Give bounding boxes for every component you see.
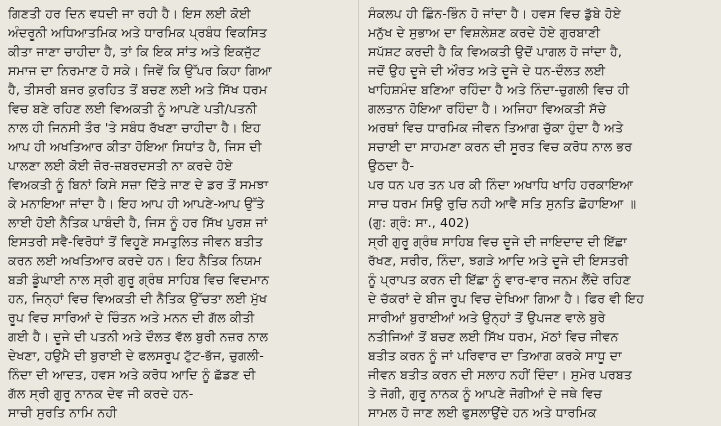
right-column-text-line: ਸਾਰੀਆਂ ਬੁਰਾਈਆਂ ਅਤੇ ਉਨ੍ਹਾਂ ਤੋਂ ਉਪਜਣ ਵਾਲੇ ਬੁਰੇ [368,310,606,325]
left-text-column [8,4,351,426]
left-column-text-line: ਵਿਚ ਬਣੇ ਰਹਿਣ ਲਈ ਵਿਅਕਤੀ ਨੂੰ ਆਪਣੇ ਪਤੀ/ਪਤਨੀ [8,101,257,116]
left-column-text-line: ਗਿਣਤੀ ਹਰ ਦਿਨ ਵਧਦੀ ਜਾ ਰਹੀ ਹੈ। ਇਸ ਲਈ ਕੋਈ [8,6,251,21]
left-column-text-line: ਵਿਅਕਤੀ ਨੂੰ ਬਿਨਾਂ ਕਿਸੇ ਸਜ਼ਾ ਦਿੱਤੇ ਜਾਣ ਦੇ ਡਰ ਤੋਂ ਸਮਝਾ [8,177,269,192]
right-column-text-line: ਗਲਤਾਨ ਹੋਇਆ ਰਹਿੰਦਾ ਹੈ। ਅਜਿਹਾ ਵਿਅਕਤੀ ਸੱਚੇ [368,101,607,116]
right-column-text-line: ਪਰ ਧਨ ਪਰ ਤਨ ਪਰ ਕੀ ਨਿੰਦਾ ਅਖਾਧਿ ਖਾਹਿ ਹਰਕਾਇਆ [368,177,634,192]
right-column-text-line: ਨਤੀਜਿਆਂ ਤੋਂ ਬਚਣ ਲਈ ਸਿੱਖ ਧਰਮ, ਮੱਠਾਂ ਵਿਚ ਜੀਵਨ [368,329,619,344]
right-column-text-line: ਮਨੁੱਖ ਦੇ ਸੁਭਾਅ ਦਾ ਵਿਸ਼ਲੇਸ਼ਣ ਕਰਦੇ ਹੋਏ ਗੁਰਬਾਣੀ [368,25,601,40]
right-column-text-line: ਜੀਵਨ ਬਤੀਤ ਕਰਨ ਦੀ ਸਲਾਹ ਨਹੀਂ ਦਿੰਦਾ। ਸੁਮੇਰ ਪਰਬਤ [368,367,633,382]
right-column-text-line: ਸਪੱਸ਼ਟ ਕਰਦੀ ਹੈ ਕਿ ਵਿਅਕਤੀ ਉਦੋਂ ਪਾਗਲ ਹੋ ਜਾਂਦਾ ਹੈ, [368,44,622,59]
right-column-text-line: ਦੇ ਚੱਕਰਾਂ ਦੇ ਬੀਜ ਰੂਪ ਵਿਚ ਦੇਖਿਆ ਗਿਆ ਹੈ। ਫਿਰ ਵੀ ਇਹ [368,291,645,306]
right-column-text-line: ਸਾਚ ਧਰਮ ਸਿਉ ਰੁਚਿ ਨਹੀ ਆਵੈ ਸਤਿ ਸੁਨਤਿ ਛੋਹਾਇਆ ॥ [368,196,637,211]
left-column-text-line: ਅੰਦਰੂਨੀ ਅਧਿਆਤਮਿਕ ਅਤੇ ਧਾਰਮਿਕ ਪ੍ਰਬੰਧ ਵਿਕਸਿਤ [8,25,267,40]
left-column-text-line: ਪਾਲਣਾ ਲਈ ਕੋਈ ਜ਼ੋਰ-ਜ਼ਬਰਦਸਤੀ ਨਾ ਕਰਦੇ ਹੋਏ [8,158,233,173]
left-column-text-line: ਸਮਾਜ ਦਾ ਨਿਰਮਾਣ ਹੋ ਸਕੇ। ਜਿਵੇਂ ਕਿ ਉੱਪਰ ਕਿਹਾ ਗਿਆ [8,63,272,78]
left-column-text-line: ਕੇ ਮਨਾਇਆ ਜਾਂਦਾ ਹੈ। ਇਹ ਆਪ ਹੀ ਆਪਣੇ-ਆਪ ਉੱਤੇ [8,196,265,211]
left-column-text-line: ਗੱਲ ਸ੍ਰੀ ਗੁਰੂ ਨਾਨਕ ਦੇਵ ਜੀ ਕਰਦੇ ਹਨ- [8,386,194,401]
left-column-text-line: ਰੂਪ ਵਿਚ ਸਾਰਿਆਂ ਦੇ ਚਿੰਤਨ ਅਤੇ ਮਨਨ ਦੀ ਗੱਲ ਕੀਤੀ [8,310,255,325]
left-column-text-line: ਹੈ, ਤੀਸਰੀ ਬਜਰ ਕੁਰਹਿਤ ਤੋਂ ਬਚਣ ਲਈ ਅਤੇ ਸਿੱਖ ਧਰਮ [8,82,268,97]
column-divider [358,0,359,426]
left-column-text-line: ਨਾਲ ਹੀ ਜਿਨਸੀ ਤੌਰ 'ਤੇ ਸਬੰਧ ਰੱਖਣਾ ਚਾਹੀਦਾ ਹੈ। ਇਹ [8,120,261,135]
left-column-text-line: ਕਰਨ ਲਈ ਅਖਤਿਆਰ ਕਰਦੇ ਹਨ। ਇਹ ਨੈਤਿਕ ਨਿਯਮ [8,253,262,268]
left-column-text-line: ਗਈ ਹੈ। ਦੂਜੇ ਦੀ ਪਤਨੀ ਅਤੇ ਦੌਲਤ ਵੱਲ ਬੁਰੀ ਨਜ਼ਰ ਨਾਲ [8,329,269,344]
right-column-text-line: ਸੰਕਲਪ ਹੀ ਛਿੰਨ-ਭਿੰਨ ਹੋ ਜਾਂਦਾ ਹੈ। ਹਵਸ ਵਿਚ ਡੁੱਬੇ ਹੋਏ [368,6,622,21]
right-column-text-line: ਬਤੀਤ ਕਰਨ ਨੂੰ ਜਾਂ ਪਰਿਵਾਰ ਦਾ ਤਿਆਗ ਕਰਕੇ ਸਾਧੂ ਦਾ [368,348,622,363]
right-column-text-line: ਅਰਥਾਂ ਵਿਚ ਧਾਰਮਿਕ ਜੀਵਨ ਤਿਆਗ ਚੁੱਕਾ ਹੁੰਦਾ ਹੈ ਅਤੇ [368,120,624,135]
left-column-text-line: ਬੜੀ ਡੂੰਘਾਈ ਨਾਲ ਸ੍ਰੀ ਗੁਰੂ ਗ੍ਰੰਥ ਸਾਹਿਬ ਵਿਚ ਵਿਦਮਾਨ [8,272,270,287]
left-column-text-line: ਦੇਖਣਾ, ਹਉਮੈ ਦੀ ਬੁਰਾਈ ਦੇ ਫਲਸਰੂਪ ਟੁੱਟ-ਭੱਜ, ਚੁਗਲੀ- [8,348,264,363]
right-column-text-line: (ਗੁ: ਗ੍ਰੰ: ਸਾ., 402) [368,215,470,230]
left-column-text-line: ਲਾਈ ਹੋਈ ਨੈਤਿਕ ਪਾਬੰਦੀ ਹੈ, ਜਿਸ ਨੂੰ ਹਰ ਸਿੱਖ ਪੁਰਸ਼ ਜਾਂ [8,215,268,230]
right-column-text-line: ਜਦੋਂ ਉਹ ਦੂਜੇ ਦੀ ਔਰਤ ਅਤੇ ਦੂਜੇ ਦੇ ਧਨ-ਦੌਲਤ ਲਈ [368,63,606,78]
right-text-column [368,4,712,426]
right-column-text-line: ਖਾਹਿਸ਼ਮੰਦ ਬਣਿਆ ਰਹਿੰਦਾ ਹੈ ਅਤੇ ਨਿੰਦਾ-ਚੁਗਲੀ ਵਿਚ ਹੀ [368,82,630,97]
left-column-text-line: ਹਨ, ਜਿਨ੍ਹਾਂ ਵਿਚ ਵਿਅਕਤੀ ਦੀ ਨੈਤਿਕ ਉੱਚਤਾ ਲਈ ਮੁੱਖ [8,291,268,306]
right-column-text-line: ਤੇ ਜੋਗੀ, ਗੁਰੂ ਨਾਨਕ ਨੂੰ ਆਪਣੇ ਜੋਗੀਆਂ ਦੇ ਜਥੇ ਵਿਚ [368,386,603,401]
right-column-text-line: ਸਾਮਲ ਹੋ ਜਾਣ ਲਈ ਫੁਸਲਾਉਂਦੇ ਹਨ ਅਤੇ ਧਾਰਮਿਕ [368,405,597,420]
left-column-text-line: ਸਾਚੀ ਸੁਰਤਿ ਨਾਮਿ ਨਹੀ [8,405,117,420]
right-column-text-line: ਨੂੰ ਪ੍ਰਾਪਤ ਕਰਨ ਦੀ ਇੱਛਾ ਨੂੰ ਵਾਰ-ਵਾਰ ਜਨਮ ਲੈਂਦੇ ਰਹਿਣ [368,272,631,287]
right-column-text-line: ਸ੍ਰੀ ਗੁਰੂ ਗ੍ਰੰਥ ਸਾਹਿਬ ਵਿਚ ਦੂਜੇ ਦੀ ਜਾਇਦਾਦ ਦੀ ਇੱਛਾ [368,234,627,249]
left-column-text-line: ਨਿੰਦਾ ਦੀ ਆਦਤ, ਹਵਸ ਅਤੇ ਕਰੋਧ ਆਦਿ ਨੂੰ ਛੱਡਣ ਦੀ [8,367,256,382]
left-column-text-line: ਆਪ ਹੀ ਅਖਤਿਆਰ ਕੀਤਾ ਹੋਇਆ ਸਿਧਾਂਤ ਹੈ, ਜਿਸ ਦੀ [8,139,262,154]
right-column-text-line: ਸਚਾਈ ਦਾ ਸਾਹਮਣਾ ਕਰਨ ਦੀ ਸੂਰਤ ਵਿਚ ਕਰੋਧ ਨਾਲ ਭਰ [368,139,633,154]
right-column-text-line: ਰੱਖਣ, ਸਰੀਰ, ਨਿੰਦਾ, ਝਗੜੇ ਆਦਿ ਅਤੇ ਦੂਜੇ ਦੀ ਇਸਤਰੀ [368,253,629,268]
left-column-text-line: ਇਸਤਰੀ ਸਵੈ-ਵਿਰੋਧਾਂ ਤੋਂ ਵਿਹੂਣੇ ਸਮਤੁਲਿਤ ਜੀਵਨ ਬਤੀਤ [8,234,264,249]
right-column-text-line: ਉਠਦਾ ਹੈ- [368,158,415,173]
left-column-text-line: ਕੀਤਾ ਜਾਣਾ ਚਾਹੀਦਾ ਹੈ, ਤਾਂ ਕਿ ਇਕ ਸਾਂਤ ਅਤੇ ਇਕਜੁੱਟ [8,44,261,59]
